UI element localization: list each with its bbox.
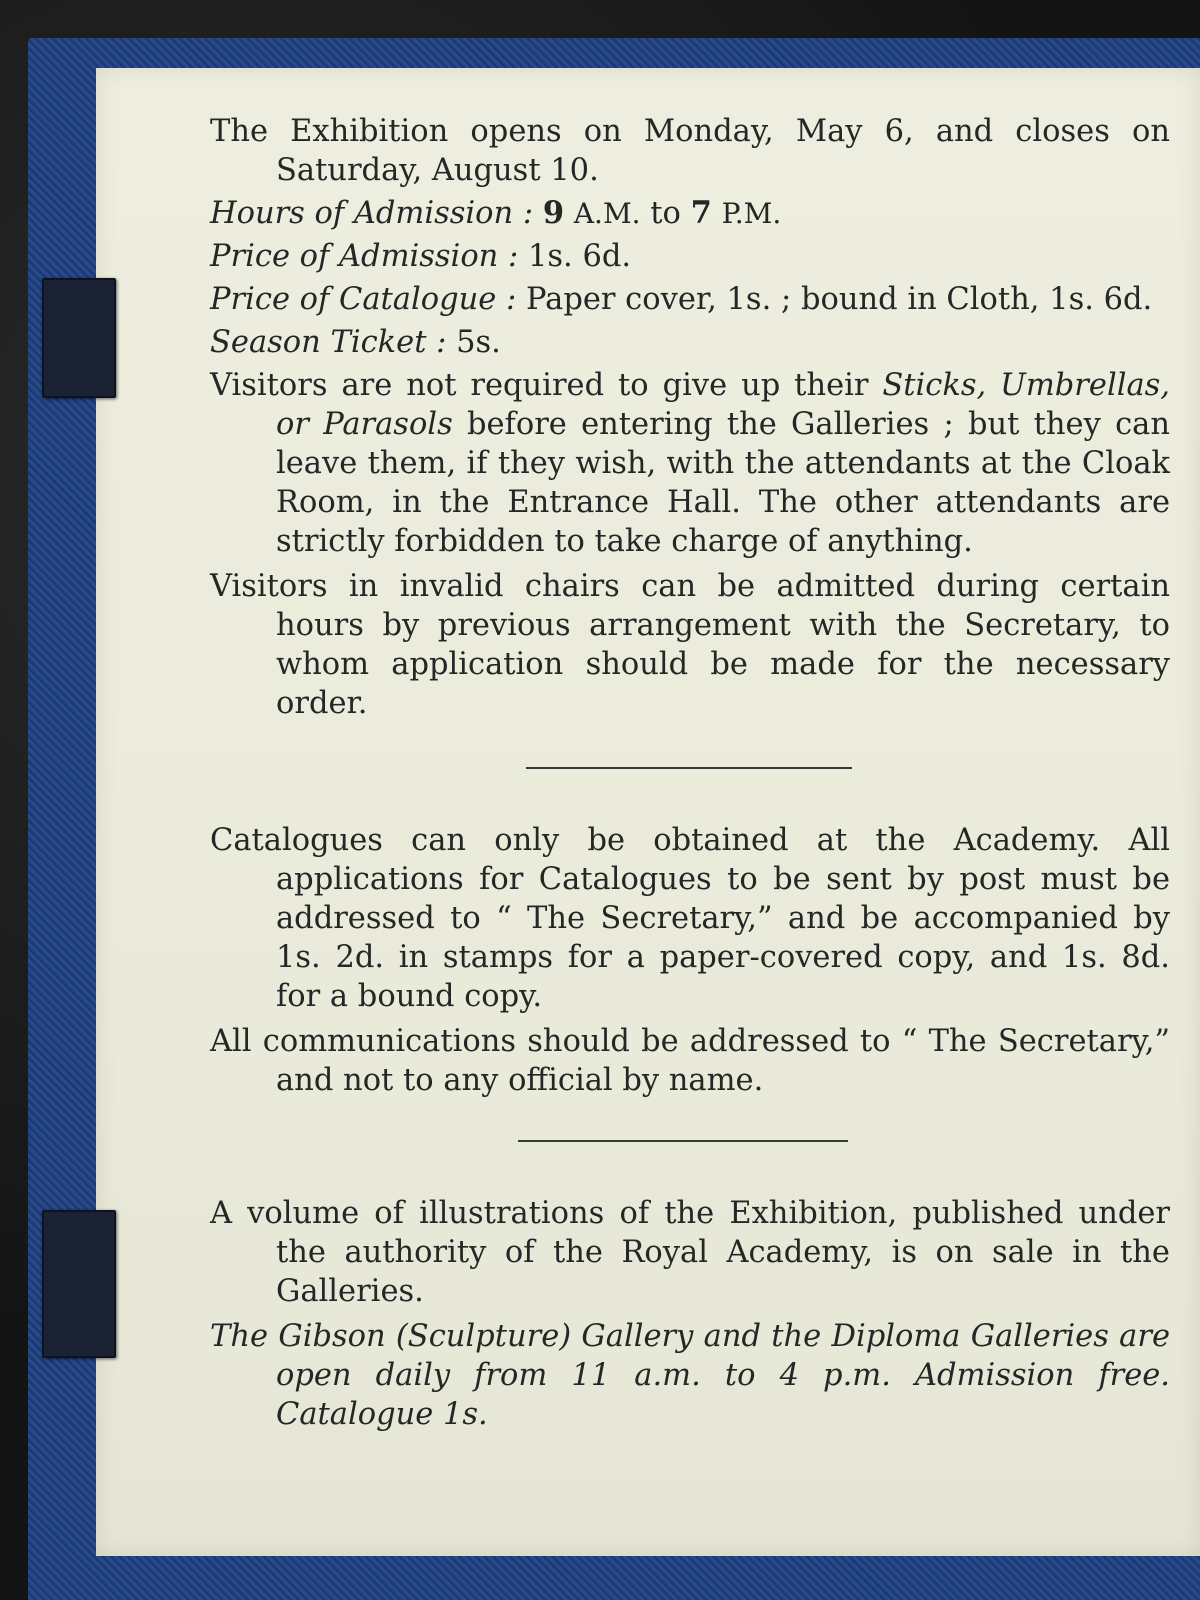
price-of-catalogue [210, 280, 1170, 319]
season-ticket-label: Season Ticket : [210, 325, 447, 360]
price-of-admission [210, 237, 1170, 276]
hours-end-number: 7 [690, 195, 712, 231]
price-catalogue-label: Price of Catalogue : [210, 282, 517, 317]
price-admission-value: 1s. 6d. [528, 239, 632, 274]
section-divider-2 [518, 1140, 848, 1142]
sticks-notice-before: Visitors are not required to give up their [210, 368, 869, 403]
sticks-notice-items: Sticks, Umbrellas, or Parasols [276, 368, 1170, 442]
hours-of-admission [210, 194, 1170, 233]
page-text [210, 112, 1170, 1440]
season-ticket-value: 5s. [456, 325, 501, 360]
price-catalogue-value: Paper cover, 1s. ; bound in Cloth, 1s. 6d. [526, 282, 1153, 317]
hours-start-unit: A.M. [573, 197, 641, 230]
gibson-gallery-notice: The Gibson (Sculpture) Gallery and the Diploma Galleries are open daily from 11 a.m. to 4 p.m. Admission free. Catalogue 1s. [210, 1319, 1170, 1432]
catalogues-by-post: Catalogues can only be obtained at the Academy. All applications for Catalogues to be sent by post must be addressed to “ The Secretary,” and be accompanied by 1s. 2d. in stamps for a paper-covered copy, and 1s. 8d. for a bound copy. [210, 823, 1170, 1014]
hours-to: to [650, 196, 681, 231]
hours-end-unit: P.M. [721, 197, 782, 230]
illustrations-volume: A volume of illustrations of the Exhibition, published under the authority of the Royal Academy, is on sale in the Galleries. [210, 1196, 1170, 1309]
sticks-notice-after: before entering the Galleries ; but they can leave them, if they wish, with the attendants at the Cloak Room, in the Entrance Hall. The other attendants are strictly forbidden to take charge of anything. [276, 407, 1170, 559]
communications-notice: All communications should be addressed to “ The Secretary,” and not to any official by name. [210, 1024, 1170, 1098]
sticks-umbrellas-notice [210, 366, 1170, 561]
season-ticket [210, 323, 1170, 362]
hours-label: Hours of Admission : [210, 196, 534, 231]
price-admission-label: Price of Admission : [210, 239, 519, 274]
exhibition-dates: The Exhibition opens on Monday, May 6, and closes on Saturday, August 10. [210, 114, 1170, 188]
invalid-chairs-notice: Visitors in invalid chairs can be admitted during certain hours by previous arrangement with the Secretary, to whom application should be made for the necessary order. [210, 569, 1170, 721]
binding-tab-bottom [42, 1210, 116, 1358]
binding-tab-top [42, 278, 116, 398]
hours-start-number: 9 [542, 195, 565, 231]
section-divider-1 [526, 767, 852, 769]
